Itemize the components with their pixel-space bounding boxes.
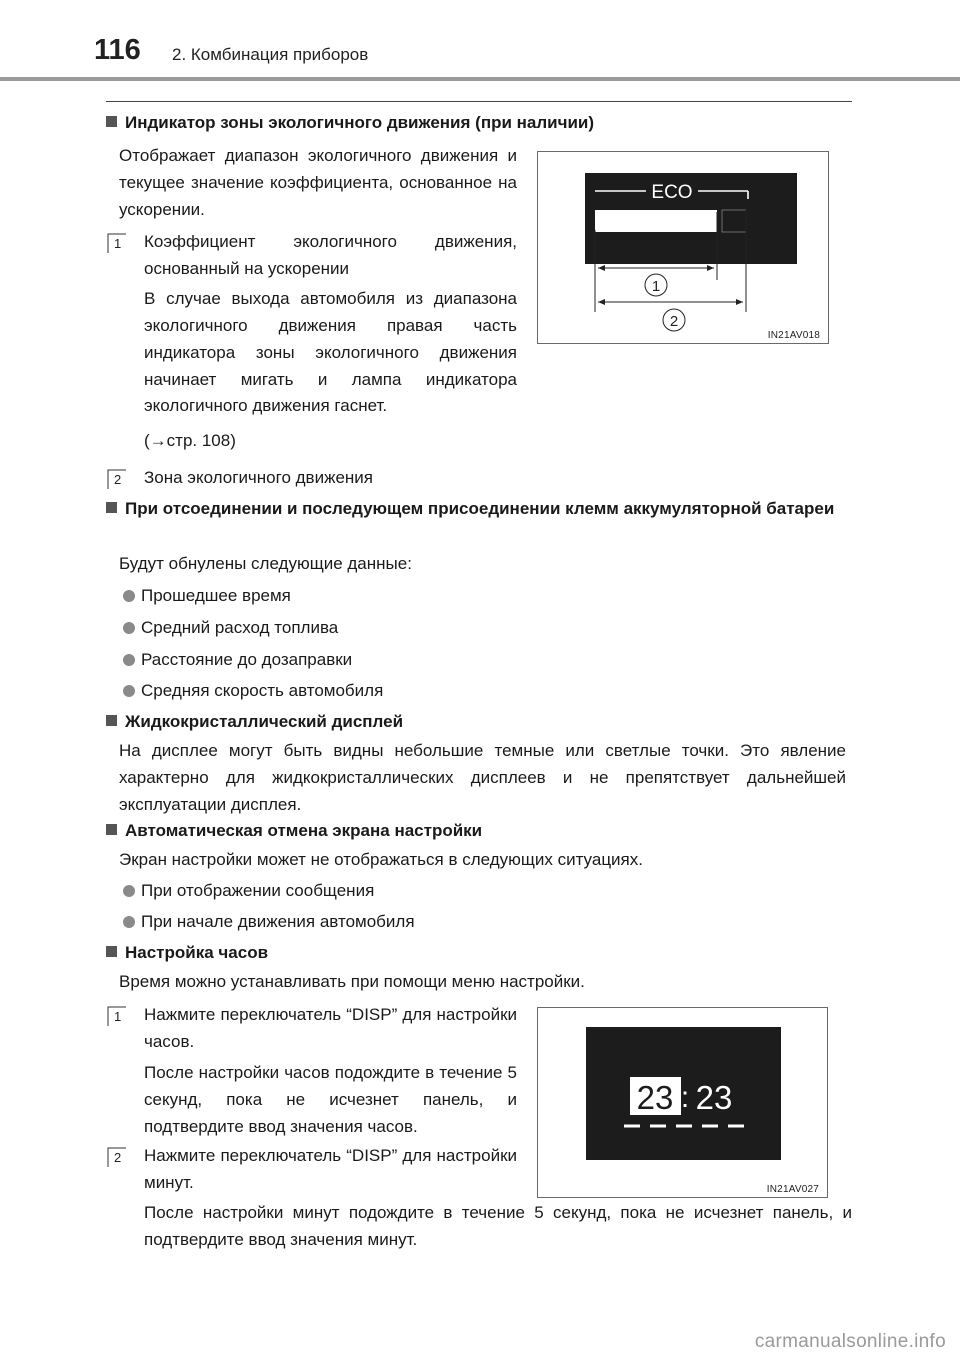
eco-label: ECO <box>651 182 693 203</box>
battery-intro: Будут обнулены следующие данные: <box>119 554 412 573</box>
lcd-text: На дисплее могут быть видны небольшие темные или светлые точки. Это явление характерно для жидкокристаллических дисплеев и не препятствует дальнейшей эксплуатации дисплея. <box>119 741 846 814</box>
bullet-dot-icon <box>123 685 135 697</box>
section-rule <box>106 101 852 102</box>
list-item: При начале движения автомобиля <box>123 909 415 936</box>
clock-item1-title: Нажмите переключатель “DISP” для настройки часов. <box>144 1005 517 1051</box>
heading-battery: При отсоединении и последующем присоединении клемм аккумуляторной батареи <box>106 496 852 523</box>
list-item: Средний расход топлива <box>123 615 338 642</box>
clock-item2-text: После настройки минут подождите в течение 5 секунд, пока не исчезнет панель, и подтвердите ввод значения минут. <box>144 1203 852 1249</box>
clock-item2-title: Нажмите переключатель “DISP” для настройки минут. <box>144 1146 517 1192</box>
watermark: carmanualsonline.info <box>754 1330 946 1352</box>
clock-minutes: 23 <box>695 1079 733 1116</box>
heading-lcd: Жидкокристаллический дисплей <box>106 709 403 736</box>
bullet-dot-icon <box>123 622 135 634</box>
svg-text:1: 1 <box>114 236 122 251</box>
square-bullet-icon <box>106 824 117 835</box>
heading-clock: Настройка часов <box>106 940 268 967</box>
page-header <box>0 0 960 82</box>
clock-separator: : <box>680 1081 690 1114</box>
callout-number-1-icon <box>106 232 128 254</box>
square-bullet-icon <box>106 502 117 513</box>
eco-item2-title: Зона экологичного движения <box>144 468 374 487</box>
square-bullet-icon <box>106 715 117 726</box>
clock-setting-figure <box>537 1007 828 1198</box>
header-bar <box>0 77 960 81</box>
page-number: 116 <box>94 34 141 66</box>
list-item: Прошедшее время <box>123 583 291 610</box>
callout-number-2-icon <box>106 468 128 490</box>
callout-number-1-icon <box>106 1005 128 1027</box>
svg-text:2: 2 <box>114 1150 122 1165</box>
svg-text:2: 2 <box>114 472 122 487</box>
clock-item1-text: После настройки часов подождите в течение 5 секунд, пока не исчезнет панель, и подтвердите ввод значения часов. <box>144 1063 517 1136</box>
figure-code: IN21AV027 <box>766 1184 819 1195</box>
bullet-dot-icon <box>123 654 135 666</box>
auto-cancel-intro: Экран настройки может не отображаться в следующих ситуациях. <box>119 850 643 869</box>
bullet-dot-icon <box>123 590 135 602</box>
eco-item1-ref: (→стр. 108) <box>144 431 236 450</box>
heading-auto-cancel: Автоматическая отмена экрана настройки <box>106 818 482 845</box>
eco-item1-text: В случае выхода автомобиля из диапазона экологичного движения правая часть индикатора зоны экологичного движения начинает мигать и лампа индикатора экологичного движения гаснет. <box>144 289 517 416</box>
square-bullet-icon <box>106 946 117 957</box>
eco-intro: Отображает диапазон экологичного движения и текущее значение коэффициента, основанное на ускорении. <box>119 146 517 219</box>
bullet-dot-icon <box>123 885 135 897</box>
heading-eco: Индикатор зоны экологичного движения (при наличии) <box>106 110 594 137</box>
list-item: Средняя скорость автомобиля <box>123 678 383 705</box>
eco-item1-title: Коэффициент экологичного движения, основанный на ускорении <box>144 232 517 278</box>
list-item: Расстояние до дозаправки <box>123 647 352 674</box>
square-bullet-icon <box>106 116 117 127</box>
clock-hours: 23 <box>636 1079 674 1116</box>
clock-intro: Время можно устанавливать при помощи меню настройки. <box>119 972 585 991</box>
chapter-title: 2. Комбинация приборов <box>172 45 369 64</box>
figure-callout-2: 2 <box>669 313 679 330</box>
bullet-dot-icon <box>123 916 135 928</box>
figure-callout-1: 1 <box>651 278 661 295</box>
figure-code: IN21AV018 <box>767 330 820 341</box>
callout-number-2-icon <box>106 1146 128 1168</box>
eco-indicator-figure <box>537 151 829 344</box>
list-item: При отображении сообщения <box>123 878 374 905</box>
svg-text:1: 1 <box>114 1009 122 1024</box>
